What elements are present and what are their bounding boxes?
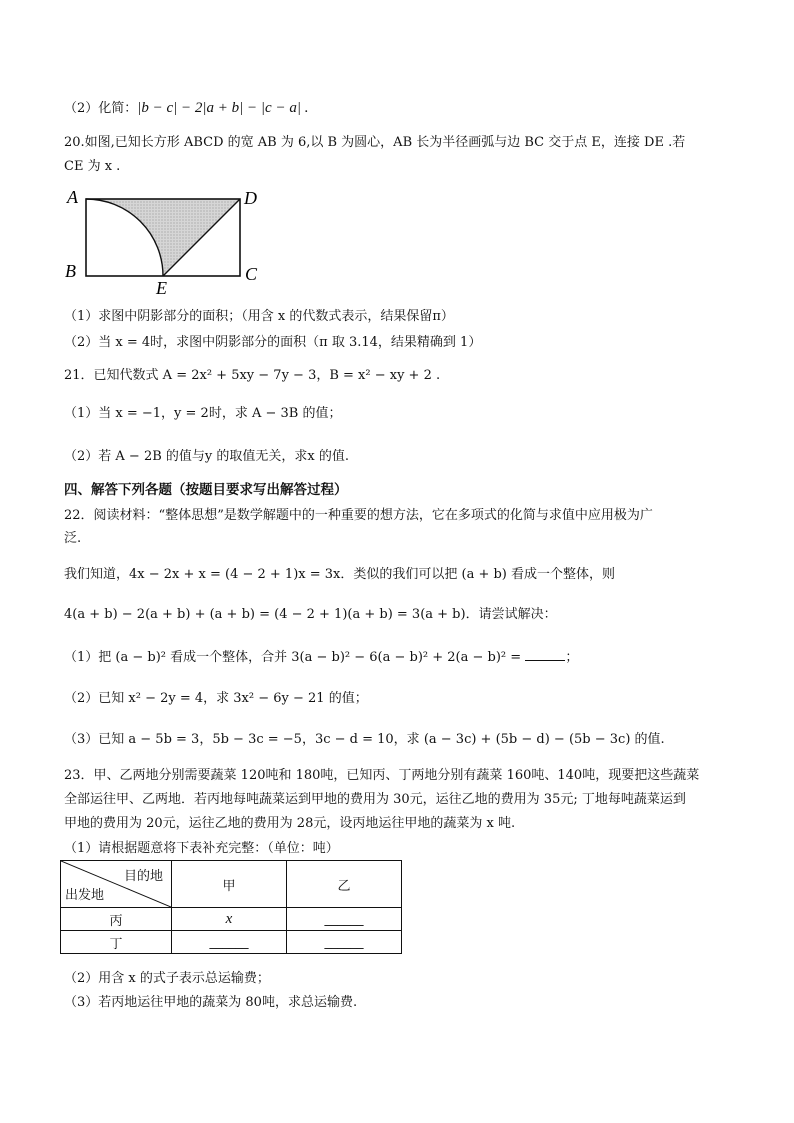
header-destination: 目的地	[123, 869, 163, 884]
q20-part2: （2）当 x = 4时，求图中阴影部分的面积（π 取 3.14，结果精确到 1）	[64, 335, 482, 350]
q22-part1-text: （1）把 (a − b)² 看成一个整体，合并 3(a − b)² − 6(a − b)² + 2(a − b)² =	[64, 650, 522, 665]
q22-part2: （2）已知 x² − 2y = 4，求 3x² − 6y − 21 的值；	[64, 691, 368, 706]
label-e: E	[156, 278, 167, 296]
q23-line2: 全部运往甲、乙两地．若丙地每吨蔬菜运到甲地的费用为 30元，运往乙地的费用为 35元; 丁地每吨蔬菜运到	[64, 792, 686, 807]
table-row	[61, 931, 402, 954]
q19-part2-prefix: （2）化简：	[64, 101, 138, 116]
table-corner-cell	[61, 861, 172, 908]
row-cell-blank: ______	[287, 908, 402, 931]
row-cell: x	[172, 908, 287, 931]
q22-part1	[64, 648, 578, 667]
label-d: D	[244, 188, 257, 208]
q23-line3: 甲地的费用为 20元，运往乙地的费用为 28元，设丙地运往甲地的蔬菜为 x 吨.	[64, 816, 516, 831]
q23-part2: （2）用含 x 的式子表示总运输费；	[64, 971, 270, 986]
row-origin: 丁	[61, 931, 172, 954]
section4-heading: 四、解答下列各题（按题目要求写出解答过程）	[64, 482, 348, 498]
q22-part1-suffix: ；	[565, 650, 579, 665]
header-col-yi: 乙	[287, 861, 402, 908]
q23-table	[60, 860, 402, 954]
table-header-row	[61, 861, 402, 908]
q22-part3: （3）已知 a − 5b = 3，5b − 3c = −5，3c − d = 10，求 (a − 3c) + (5b − d) − (5b − 3c) 的值.	[64, 732, 665, 747]
header-origin: 出发地	[65, 888, 105, 903]
row-cell-blank: ______	[287, 931, 402, 954]
table-row	[61, 908, 402, 931]
q20-part1: （1）求图中阴影部分的面积；（用含 x 的代数式表示，结果保留π）	[64, 309, 454, 324]
shaded-region	[86, 199, 240, 276]
q22-line4: 4(a + b) − 2(a + b) + (a + b) = (4 − 2 + 1)(a + b) = 3(a + b)．请尝试解决：	[64, 607, 557, 622]
q21-part2: （2）若 A − 2B 的值与y 的取值无关，求x 的值.	[64, 449, 349, 464]
q20-figure	[62, 186, 272, 296]
q22-line3: 我们知道，4x − 2x + x = (4 − 2 + 1)x = 3x．类似的我们可以把 (a + b) 看成一个整体，则	[64, 567, 616, 582]
label-b: B	[65, 261, 76, 281]
q22-line1: 22．阅读材料：“整体思想”是数学解题中的一种重要的想方法，它在多项式的化简与求值中应用极为广	[64, 508, 653, 523]
q23-part3: （3）若丙地运往甲地的蔬菜为 80吨，求总运输费.	[64, 995, 358, 1010]
q20-stem-line2: CE 为 x .	[64, 159, 121, 174]
q19-part2-expr: |b − c| − 2|a + b| − |c − a| .	[137, 100, 309, 116]
q23-part1: （1）请根据题意将下表补充完整：（单位：吨）	[64, 841, 339, 856]
q20-stem-line1: 20.如图,已知长方形 ABCD 的宽 AB 为 6,以 B 为圆心，AB 长为半径画弧与边 BC 交于点 E，连接 DE .若	[64, 135, 686, 150]
q21-stem: 21．已知代数式 A = 2x² + 5xy − 7y − 3，B = x² − xy + 2 .	[64, 368, 441, 383]
q21-part1: （1）当 x = −1，y = 2时，求 A − 3B 的值；	[64, 406, 342, 421]
q19-part2	[64, 99, 308, 118]
label-a: A	[67, 187, 78, 207]
q22-part1-blank	[525, 648, 565, 661]
header-col-jia: 甲	[172, 861, 287, 908]
label-c: C	[245, 264, 258, 284]
q23-line1: 23．甲、乙两地分别需要蔬菜 120吨和 180吨，已知丙、丁两地分别有蔬菜 160吨、140吨，现要把这些蔬菜	[64, 768, 700, 783]
row-cell-blank: ______	[172, 931, 287, 954]
row-origin: 丙	[61, 908, 172, 931]
q22-line2: 泛.	[64, 531, 82, 546]
